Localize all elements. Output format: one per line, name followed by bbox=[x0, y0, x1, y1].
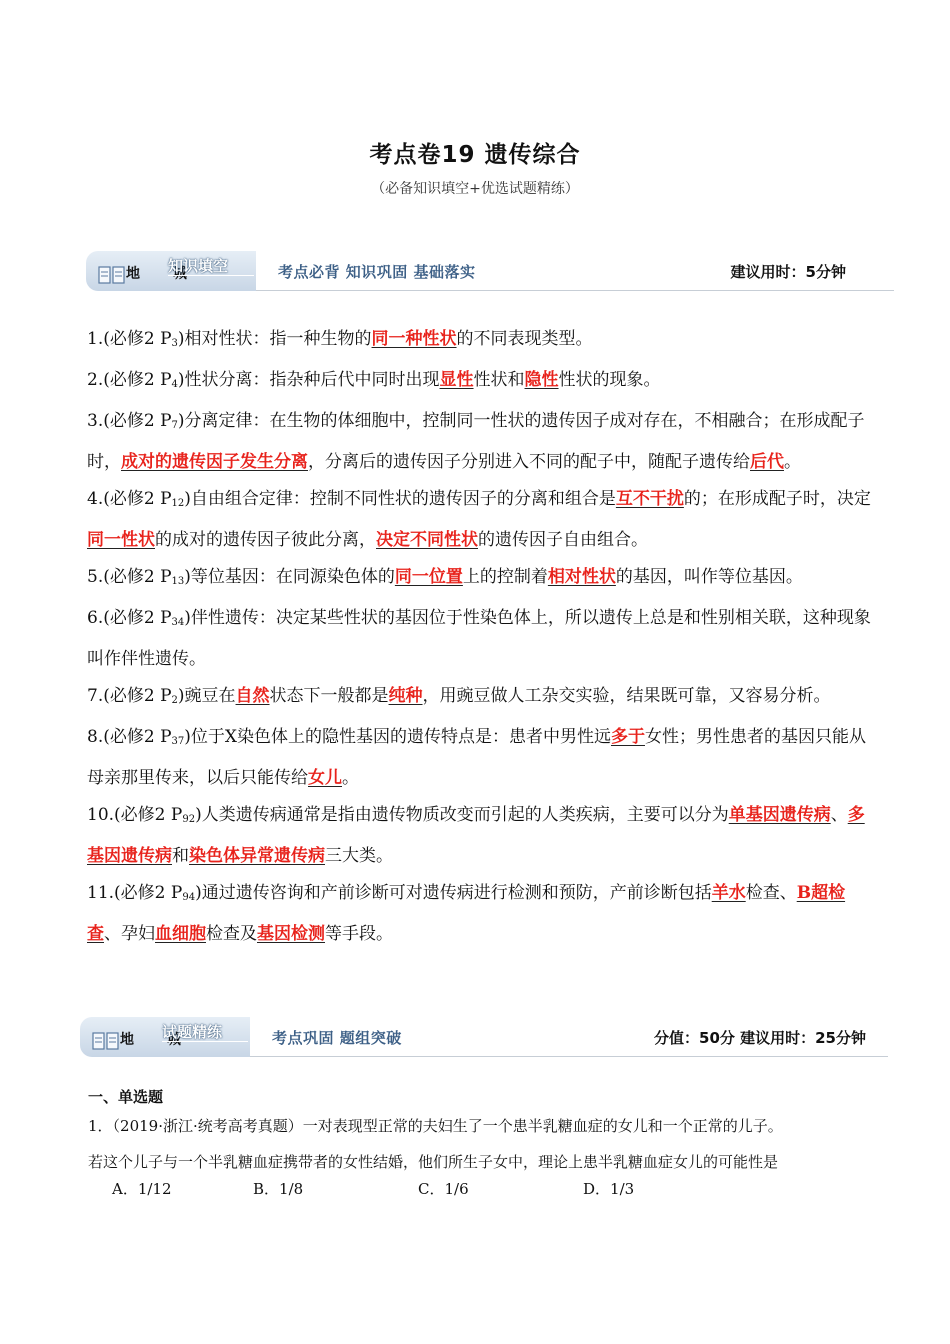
page-subscript: 37 bbox=[171, 736, 185, 747]
knowledge-fill-banner bbox=[86, 251, 894, 295]
answer-blank: 自然 bbox=[235, 686, 270, 706]
answer-blank: 隐性 bbox=[524, 370, 559, 390]
page-subscript: 92 bbox=[182, 814, 196, 825]
knowledge-text: )通过遗传咨询和产前诊断可对遗传病进行检测和预防，产前诊断包括 bbox=[195, 883, 712, 903]
knowledge-text: 的；在形成配子时，决定 bbox=[683, 489, 871, 509]
answer-blank: 羊水 bbox=[711, 883, 746, 903]
knowledge-item bbox=[87, 797, 877, 875]
answer-blank: 决定不同性状 bbox=[376, 530, 478, 550]
knowledge-item bbox=[87, 559, 877, 600]
page-subscript: 94 bbox=[182, 892, 196, 903]
banner-tab-label: 试题精练 bbox=[162, 1023, 223, 1041]
option-b[interactable]: B．1/8 bbox=[253, 1180, 304, 1198]
page-subtitle: （必备知识填空+优选试题精练） bbox=[371, 181, 579, 197]
page-subscript: 13 bbox=[171, 576, 185, 587]
answer-blank: 相对性状 bbox=[547, 567, 616, 587]
answer-blank: B超检查 bbox=[87, 883, 846, 944]
knowledge-text: 的基因，叫作等位基因。 bbox=[615, 567, 803, 587]
knowledge-list bbox=[87, 321, 877, 953]
answer-blank: 显性 bbox=[439, 370, 474, 390]
knowledge-text: 2.(必修2 P bbox=[87, 370, 172, 390]
page-subscript: 3 bbox=[171, 338, 178, 349]
knowledge-text: )豌豆在 bbox=[177, 686, 236, 706]
answer-blank: 女儿 bbox=[308, 768, 342, 788]
banner-tab-label: 知识填空 bbox=[168, 257, 229, 275]
knowledge-text: 的遗传因子自由组合。 bbox=[478, 530, 648, 550]
knowledge-text: 三大类。 bbox=[325, 846, 393, 866]
knowledge-text: 4.(必修2 P bbox=[87, 489, 172, 509]
knowledge-text: 、 bbox=[830, 805, 848, 825]
answer-blank: 单基因遗传病 bbox=[728, 805, 831, 825]
knowledge-text: 。 bbox=[342, 768, 359, 788]
question-1-line-2: 若这个儿子与一个半乳糖血症携带者的女性结婚，他们所生子女中，理论上患半乳糖血症女儿的可能性是 bbox=[88, 1153, 779, 1171]
answer-blank: 成对的遗传因子发生分离 bbox=[121, 452, 308, 472]
knowledge-text: )等位基因：在同源染色体的 bbox=[184, 567, 395, 587]
page-subscript: 12 bbox=[171, 498, 185, 509]
knowledge-text: 10.(必修2 P bbox=[87, 805, 183, 825]
answer-blank: 同一位置 bbox=[394, 567, 463, 587]
knowledge-item bbox=[87, 875, 877, 953]
knowledge-item bbox=[87, 600, 877, 678]
knowledge-text: 的成对的遗传因子彼此分离， bbox=[155, 530, 376, 550]
knowledge-text: 3.(必修2 P bbox=[87, 411, 172, 431]
watermark-text: 地 城 bbox=[120, 1032, 195, 1048]
page-title: 考点卷19 遗传综合 bbox=[369, 142, 581, 168]
knowledge-text: 8.(必修2 P bbox=[87, 727, 172, 747]
answer-blank: 多基因遗传病 bbox=[87, 805, 865, 866]
score-and-time: 分值：50分 建议用时：25分钟 bbox=[654, 1029, 866, 1047]
banner-tab-line bbox=[168, 275, 254, 276]
exercise-banner bbox=[80, 1017, 888, 1061]
knowledge-text: 7.(必修2 P bbox=[87, 686, 172, 706]
knowledge-text: 的不同表现类型。 bbox=[456, 329, 593, 349]
knowledge-text: )位于X染色体上的隐性基因的遗传特点是：患者中男性远 bbox=[184, 727, 611, 747]
knowledge-text: )伴性遗传：决定某些性状的基因位于性染色体上，所以遗传上总是和性别相关联，这种现象叫作伴性遗传。 bbox=[87, 608, 871, 669]
knowledge-text: 、孕妇 bbox=[104, 924, 155, 944]
knowledge-text: )自由组合定律：控制不同性状的遗传因子的分离和组合是 bbox=[184, 489, 616, 509]
knowledge-text: 性状的现象。 bbox=[558, 370, 661, 390]
suggested-time: 建议用时：5分钟 bbox=[730, 263, 846, 281]
knowledge-item bbox=[87, 719, 877, 797]
answer-blank: 互不干扰 bbox=[615, 489, 684, 509]
knowledge-text: )分离定律：在生物的体细胞中，控制同一性状的遗传因子成对存在，不相融合；在形成配子时， bbox=[87, 411, 865, 472]
knowledge-text: 等手段。 bbox=[325, 924, 393, 944]
banner-divider bbox=[250, 1056, 888, 1057]
knowledge-text: 和 bbox=[172, 846, 189, 866]
answer-blank: 染色体异常遗传病 bbox=[189, 846, 325, 866]
section-heading: 一、单选题 bbox=[88, 1088, 164, 1106]
knowledge-text: 检查、 bbox=[745, 883, 797, 903]
knowledge-text: ，用豌豆做人工杂交实验，结果既可靠，又容易分析。 bbox=[422, 686, 831, 706]
answer-blank: 多于 bbox=[610, 727, 645, 747]
knowledge-item bbox=[87, 362, 877, 403]
answer-blank: 血细胞 bbox=[155, 924, 206, 944]
knowledge-text: 上的控制着 bbox=[462, 567, 548, 587]
answer-blank: 后代 bbox=[750, 452, 784, 472]
banner-slogan: 考点巩固 题组突破 bbox=[272, 1029, 402, 1047]
knowledge-text: 11.(必修2 P bbox=[87, 883, 183, 903]
knowledge-item bbox=[87, 481, 877, 559]
knowledge-text: ，分离后的遗传因子分别进入不同的配子中，随配子遗传给 bbox=[308, 452, 750, 472]
knowledge-text: 。 bbox=[784, 452, 801, 472]
knowledge-text: 女性；男性患者的基因只能从母亲那里传来，以后只能传给 bbox=[87, 727, 866, 788]
page-subscript: 34 bbox=[171, 617, 185, 628]
question-1 bbox=[88, 1108, 878, 1180]
knowledge-text: )性状分离：指杂种后代中同时出现 bbox=[177, 370, 440, 390]
page-subscript: 2 bbox=[171, 695, 178, 706]
knowledge-text: 6.(必修2 P bbox=[87, 608, 172, 628]
knowledge-item bbox=[87, 403, 877, 481]
knowledge-item bbox=[87, 321, 877, 362]
watermark-text: 地 城 bbox=[126, 266, 201, 282]
question-1-line-1: 1．（2019·浙江·统考高考真题）一对表现型正常的夫妇生了一个患半乳糖血症的女儿和一个正常的儿子。 bbox=[88, 1117, 783, 1135]
book-icon bbox=[98, 265, 126, 285]
knowledge-text: )相对性状：指一种生物的 bbox=[177, 329, 372, 349]
page-subscript: 7 bbox=[171, 420, 178, 431]
knowledge-text: 5.(必修2 P bbox=[87, 567, 172, 587]
option-c[interactable]: C．1/6 bbox=[418, 1180, 469, 1198]
option-a[interactable]: A．1/12 bbox=[112, 1180, 172, 1198]
answer-blank: 同一性状 bbox=[87, 530, 155, 550]
page-subscript: 4 bbox=[171, 379, 178, 390]
option-d[interactable]: D．1/3 bbox=[583, 1180, 635, 1198]
book-icon bbox=[92, 1031, 120, 1051]
knowledge-text: 性状和 bbox=[473, 370, 525, 390]
knowledge-item bbox=[87, 678, 877, 719]
knowledge-text: 状态下一般都是 bbox=[269, 686, 389, 706]
knowledge-text: )人类遗传病通常是指由遗传物质改变而引起的人类疾病，主要可以分为 bbox=[195, 805, 729, 825]
banner-slogan: 考点必背 知识巩固 基础落实 bbox=[278, 263, 476, 281]
knowledge-text: 检查及 bbox=[206, 924, 257, 944]
banner-tab-line bbox=[162, 1041, 248, 1042]
answer-blank: 基因检测 bbox=[257, 924, 325, 944]
answer-blank: 同一种性状 bbox=[371, 329, 457, 349]
answer-blank: 纯种 bbox=[388, 686, 423, 706]
knowledge-text: 1.(必修2 P bbox=[87, 329, 172, 349]
banner-divider bbox=[256, 290, 894, 291]
